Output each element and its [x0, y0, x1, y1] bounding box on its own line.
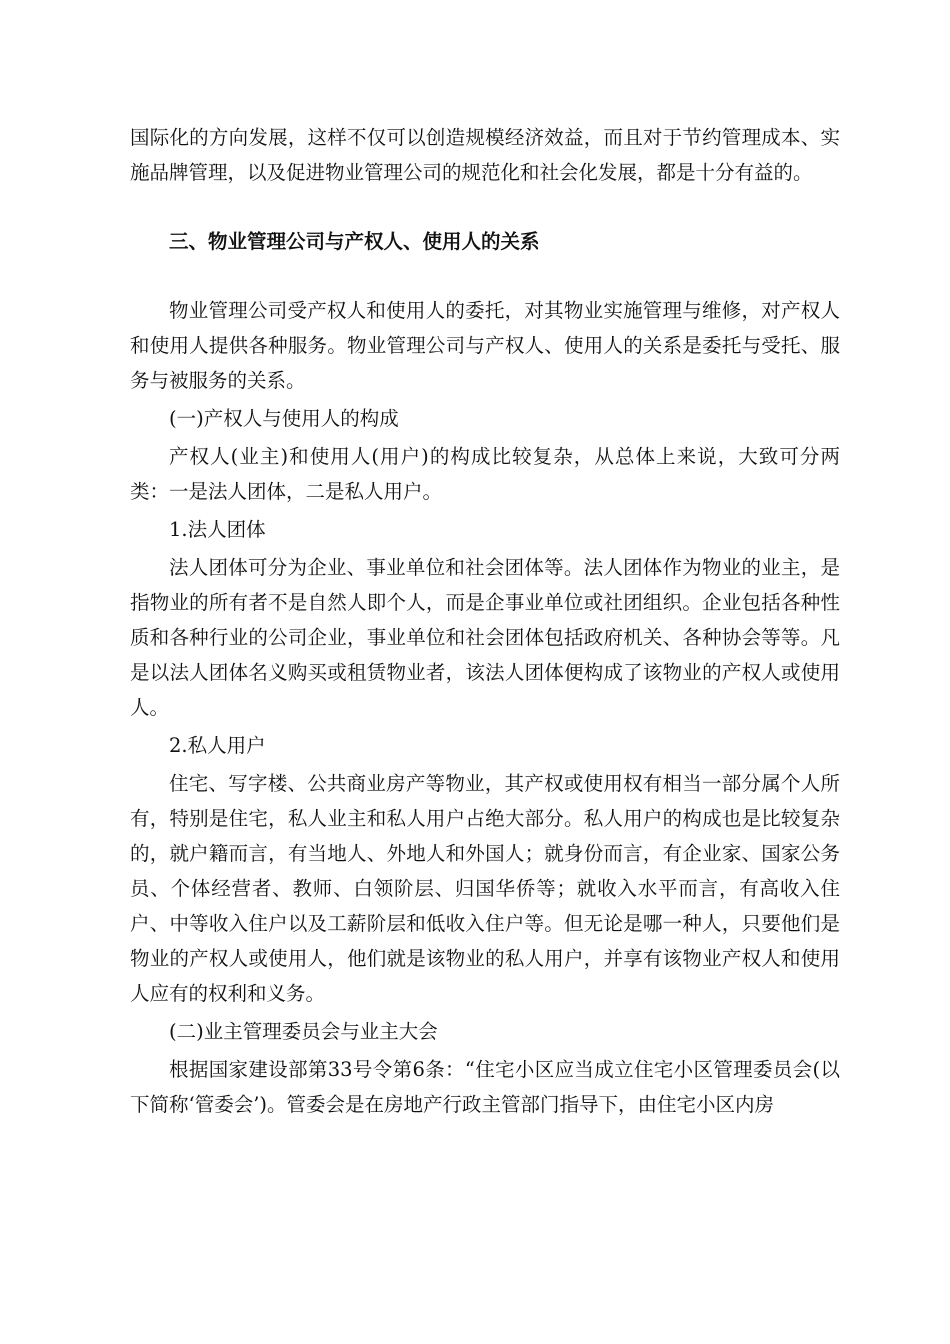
section-heading: 三、物业管理公司与产权人、使用人的关系 — [169, 230, 540, 253]
item-title-legal-entity: 1.法人团体 — [169, 518, 266, 541]
paragraph-committee: 根据国家建设部第33号令第6条：“住宅小区应当成立住宅小区管理委员会(以下简称‘管委会’)。管委会是在房地产行政主管部门指导下，由住宅小区内房 — [130, 1058, 840, 1116]
paragraph-relationship: 物业管理公司受产权人和使用人的委托，对其物业实施管理与维修，对产权人和使用人提供各种服务。物业管理公司与产权人、使用人的关系是委托与受托、服务与被服务的关系。 — [130, 299, 840, 392]
paragraph-legal-entity: 法人团体可分为企业、事业单位和社会团体等。法人团体作为物业的业主，是指物业的所有者不是自然人即个人，而是企事业单位或社团组织。企业包括各种性质和各种行业的公司企业，事业单位和社会团体包括政府机关、各种协会等等。凡是以法人团体名义购买或租赁物业者，该法人团体便构成了该物业的产权人或使用人。 — [130, 556, 840, 719]
document-page — [130, 120, 840, 1122]
paragraph-private-user: 住宅、写字楼、公共商业房产等物业，其产权或使用权有相当一部分属个人所有，特别是住宅，私人业主和私人用户占绝大部分。私人用户的构成也是比较复杂的，就户籍而言，有当地人、外地人和外国人；就身份而言，有企业家、国家公务员、个体经营者、教师、白领阶层、归国华侨等；就收入水平而言，有高收入住户、中等收入住户以及工薪阶层和低收入住户等。但无论是哪一种人，只要他们是物业的产权人或使用人，他们就是该物业的私人用户，并享有该物业产权人和使用人应有的权利和义务。 — [130, 772, 840, 1005]
subsection-title-composition: (一)产权人与使用人的构成 — [169, 407, 399, 430]
paragraph-composition: 产权人(业主)和使用人(用户)的构成比较复杂，从总体上来说，大致可分两类：一是法人团体，二是私人用户。 — [130, 445, 840, 503]
item-title-private-user: 2.私人用户 — [169, 734, 266, 757]
subsection-title-committee: (二)业主管理委员会与业主大会 — [169, 1020, 438, 1043]
paragraph-intro-continuation: 国际化的方向发展，这样不仅可以创造规模经济效益，而且对于节约管理成本、实施品牌管理，以及促进物业管理公司的规范化和社会化发展，都是十分有益的。 — [130, 126, 840, 184]
